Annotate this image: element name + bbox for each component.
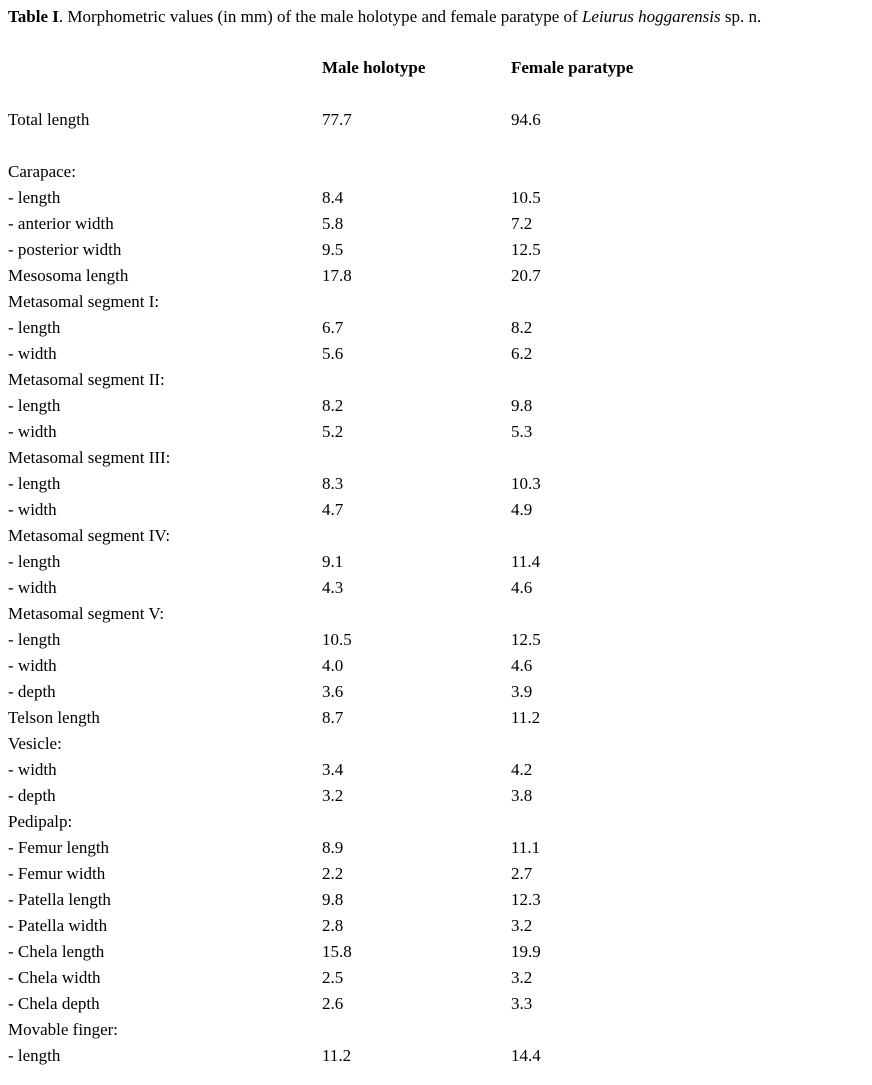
table-row: [0, 601, 872, 627]
female-value: 3.9: [511, 682, 533, 701]
table-row: [0, 913, 872, 939]
female-value: 3.8: [511, 786, 533, 805]
table-row: [0, 211, 872, 237]
male-value: 15.8: [322, 942, 352, 961]
row-label: Pedipalp:: [8, 812, 73, 831]
female-value: 7.2: [511, 214, 533, 233]
male-value: 9.1: [322, 552, 344, 571]
table-row: [0, 263, 872, 289]
male-value: 10.5: [322, 630, 352, 649]
row-label: - Femur width: [8, 864, 106, 883]
row-label: - depth: [8, 682, 56, 701]
row-label: - width: [8, 500, 57, 519]
table-row: [0, 757, 872, 783]
table-row: [0, 107, 872, 133]
table-row: [0, 523, 872, 549]
row-label: Carapace:: [8, 162, 76, 181]
table-row: [0, 887, 872, 913]
male-value: 2.5: [322, 968, 344, 987]
caption-text: . Morphometric values (in mm) of the male holotype and female paratype of: [58, 7, 582, 26]
male-value: 9.8: [322, 890, 344, 909]
table-row: [0, 393, 872, 419]
male-value: 4.0: [322, 656, 344, 675]
female-value: 94.6: [511, 110, 541, 129]
table-row: [0, 289, 872, 315]
table-row: [0, 575, 872, 601]
table-row: [0, 1043, 872, 1069]
table-row: [0, 497, 872, 523]
row-label: Metasomal segment III:: [8, 448, 171, 467]
row-label: - length: [8, 1046, 61, 1065]
table-row: [0, 185, 872, 211]
female-value: 4.6: [511, 656, 533, 675]
female-value: 19.9: [511, 942, 541, 961]
male-value: 17.8: [322, 266, 352, 285]
male-value: 2.2: [322, 864, 344, 883]
table-row: [0, 315, 872, 341]
female-value: 9.8: [511, 396, 533, 415]
male-value: 77.7: [322, 110, 352, 129]
table-row: [0, 627, 872, 653]
male-value: 2.8: [322, 916, 344, 935]
table-row: [0, 341, 872, 367]
female-value: 6.2: [511, 344, 533, 363]
male-value: 8.3: [322, 474, 344, 493]
row-label: - depth: [8, 786, 56, 805]
row-label: - width: [8, 344, 57, 363]
female-value: 8.2: [511, 318, 533, 337]
female-value: 5.3: [511, 422, 533, 441]
row-label: Total length: [8, 110, 90, 129]
row-label: - anterior width: [8, 214, 114, 233]
female-value: 3.2: [511, 968, 533, 987]
female-value: 2.7: [511, 864, 533, 883]
row-label: - Patella length: [8, 890, 111, 909]
table-row: [0, 237, 872, 263]
row-label: Mesosoma length: [8, 266, 129, 285]
row-label: - width: [8, 760, 57, 779]
row-label: - Patella width: [8, 916, 108, 935]
row-label: - Femur length: [8, 838, 110, 857]
male-value: 8.4: [322, 188, 344, 207]
female-value: 10.3: [511, 474, 541, 493]
male-value: 5.2: [322, 422, 344, 441]
row-label: - length: [8, 188, 61, 207]
table-row: [0, 809, 872, 835]
male-value: 2.6: [322, 994, 344, 1013]
female-value: 4.2: [511, 760, 533, 779]
female-value: 3.3: [511, 994, 533, 1013]
table-row: [0, 1017, 872, 1043]
row-label: Metasomal segment V:: [8, 604, 165, 623]
female-value: 4.6: [511, 578, 533, 597]
table-label: Table I: [8, 7, 59, 26]
male-value: 4.7: [322, 500, 344, 519]
table-row: [0, 679, 872, 705]
female-value: 11.1: [511, 838, 541, 857]
female-value: 12.3: [511, 890, 541, 909]
female-value: 11.4: [511, 552, 541, 571]
row-label: - Chela length: [8, 942, 105, 961]
row-label: - length: [8, 630, 61, 649]
row-label: - length: [8, 396, 61, 415]
table-caption: [8, 6, 868, 28]
table-row: [0, 549, 872, 575]
table-row: [0, 835, 872, 861]
female-value: 12.5: [511, 240, 541, 259]
male-value: 3.6: [322, 682, 344, 701]
male-value: 3.4: [322, 760, 344, 779]
table-row: [0, 653, 872, 679]
table-row: [0, 445, 872, 471]
table-row: [0, 783, 872, 809]
row-label: - width: [8, 578, 57, 597]
male-value: 8.2: [322, 396, 344, 415]
table-row: [0, 159, 872, 185]
female-value: 20.7: [511, 266, 541, 285]
caption-suffix: sp. n.: [720, 7, 762, 26]
female-value: 12.5: [511, 630, 541, 649]
female-value: 11.2: [511, 708, 541, 727]
male-value: 6.7: [322, 318, 344, 337]
row-label: - width: [8, 656, 57, 675]
row-label: - Chela width: [8, 968, 101, 987]
female-value: 4.9: [511, 500, 533, 519]
table-row: [0, 419, 872, 445]
table-row: [0, 367, 872, 393]
male-value: 8.7: [322, 708, 344, 727]
species-name: Leiurus hoggarensis: [581, 7, 721, 26]
row-label: Movable finger:: [8, 1020, 118, 1039]
male-value: 4.3: [322, 578, 344, 597]
row-label: - posterior width: [8, 240, 122, 259]
male-value: 3.2: [322, 786, 344, 805]
row-label: - width: [8, 422, 57, 441]
row-label: Telson length: [8, 708, 100, 727]
table-row: [0, 705, 872, 731]
row-label: - length: [8, 474, 61, 493]
table-row: [0, 471, 872, 497]
table-row: [0, 861, 872, 887]
male-value: 5.6: [322, 344, 344, 363]
column-header-female-paratype: Female paratype: [511, 58, 634, 77]
female-value: 14.4: [511, 1046, 541, 1065]
row-label: Metasomal segment IV:: [8, 526, 171, 545]
row-label: - length: [8, 552, 61, 571]
row-label: Metasomal segment II:: [8, 370, 165, 389]
female-value: 10.5: [511, 188, 541, 207]
table-row: [0, 965, 872, 991]
table-row: [0, 991, 872, 1017]
male-value: 11.2: [322, 1046, 352, 1065]
male-value: 5.8: [322, 214, 344, 233]
female-value: 3.2: [511, 916, 533, 935]
male-value: 8.9: [322, 838, 344, 857]
male-value: 9.5: [322, 240, 344, 259]
table-row: [0, 731, 872, 757]
row-label: - length: [8, 318, 61, 337]
column-header-male-holotype: Male holotype: [322, 58, 426, 77]
row-label: - Chela depth: [8, 994, 100, 1013]
row-label: Metasomal segment I:: [8, 292, 160, 311]
row-label: Vesicle:: [8, 734, 62, 753]
table-row: [0, 939, 872, 965]
